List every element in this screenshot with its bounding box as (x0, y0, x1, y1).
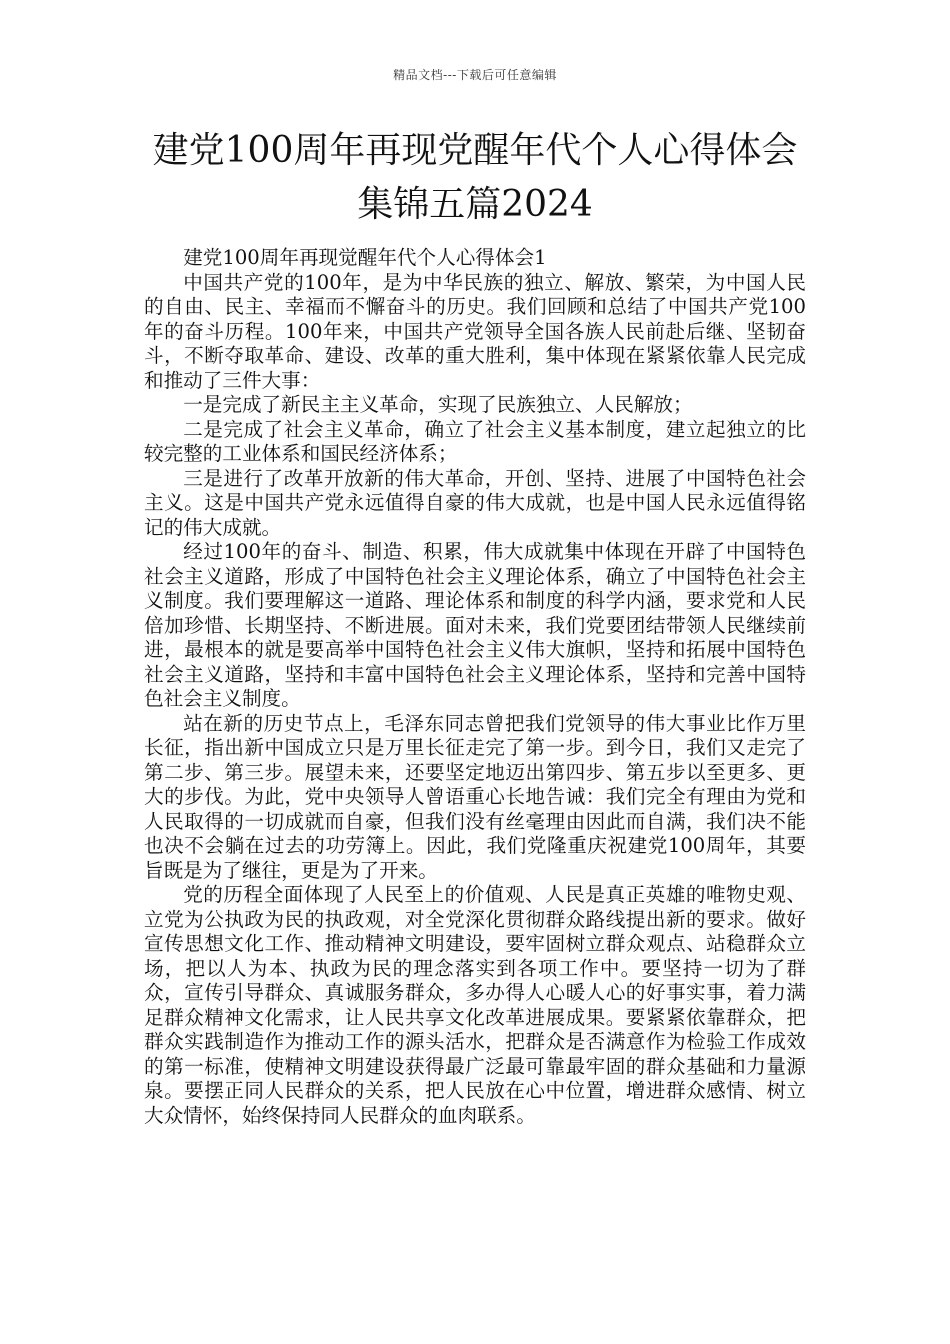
paragraph: 经过100年的奋斗、制造、积累，伟大成就集中体现在开辟了中国特色社会主义道路，形成了中国特色社会主义理论体系，确立了中国特色社会主义制度。我们要理解这一道路、理论体系和制度的科学内涵，要求党和人民倍加珍惜、长期坚持、不断进展。面对未来，我们党要团结带领人民继续前进，最根本的就是要高举中国特色社会主义伟大旗帜，坚持和拓展中国特色社会主义道路，坚持和丰富中国特色社会主义理论体系，坚持和完善中国特色社会主义制度。 (144, 540, 806, 710)
title-line-2: 集锦五篇2024 (357, 184, 593, 225)
document-body (144, 246, 806, 1128)
document-title (120, 124, 830, 232)
section-heading: 建党100周年再现觉醒年代个人心得体会1 (183, 246, 547, 269)
header-note: 精品文档---下载后可任意编辑 (393, 68, 557, 82)
paragraph: 中国共产党的100年，是为中华民族的独立、解放、繁荣，为中国人民的自由、民主、幸福而不懈奋斗的历史。我们回顾和总结了中国共产党100年的奋斗历程。100年来，中国共产党领导全国各族人民前赴后继、坚韧奋斗，不断夺取革命、建设、改革的重大胜利，集中体现在紧紧依靠人民完成和推动了三件大事： (144, 270, 806, 392)
paragraph: 站在新的历史节点上，毛泽东同志曾把我们党领导的伟大事业比作万里长征，指出新中国成立只是万里长征走完了第一步。到今日，我们又走完了第二步、第三步。展望未来，还要坚定地迈出第四步、第五步以至更多、更大的步伐。为此，党中央领导人曾语重心长地告诫：我们完全有理由为党和人民取得的一切成就而自豪，但我们没有丝毫理由因此而自满，我们决不能也决不会躺在过去的功劳簿上。因此，我们党隆重庆祝建党100周年，其要旨既是为了继往，更是为了开来。 (144, 711, 806, 882)
paragraph: 三是进行了改革开放新的伟大革命，开创、坚持、进展了中国特色社会主义。这是中国共产党永远值得自豪的伟大成就，也是中国人民永远值得铭记的伟大成就。 (144, 466, 806, 539)
title-line-1: 建党100周年再现党醒年代个人心得体会 (152, 130, 798, 171)
paragraph: 一是完成了新民主主义革命，实现了民族独立、人民解放； (183, 393, 693, 416)
paragraph: 二是完成了社会主义革命，确立了社会主义基本制度，建立起独立的比较完整的工业体系和国民经济体系； (144, 417, 806, 465)
paragraph: 党的历程全面体现了人民至上的价值观、人民是真正英雄的唯物史观、立党为公执政为民的执政观，对全党深化贯彻群众路线提出新的要求。做好宣传思想文化工作、推动精神文明建设，要牢固树立群众观点、站稳群众立场，把以人为本、执政为民的理念落实到各项工作中。要坚持一切为了群众，宣传引导群众、真诚服务群众，多办得人心暖人心的好事实事，着力满足群众精神文化需求，让人民共享文化改革进展成果。要紧紧依靠群众，把群众实践制造作为推动工作的源头活水，把群众是否满意作为检验工作成效的第一标准，使精神文明建设获得最广泛最可靠最牢固的群众基础和力量源泉。要摆正同人民群众的关系，把人民放在心中位置，增进群众感情、树立大众情怀，始终保持同人民群众的血肉联系。 (144, 883, 806, 1127)
